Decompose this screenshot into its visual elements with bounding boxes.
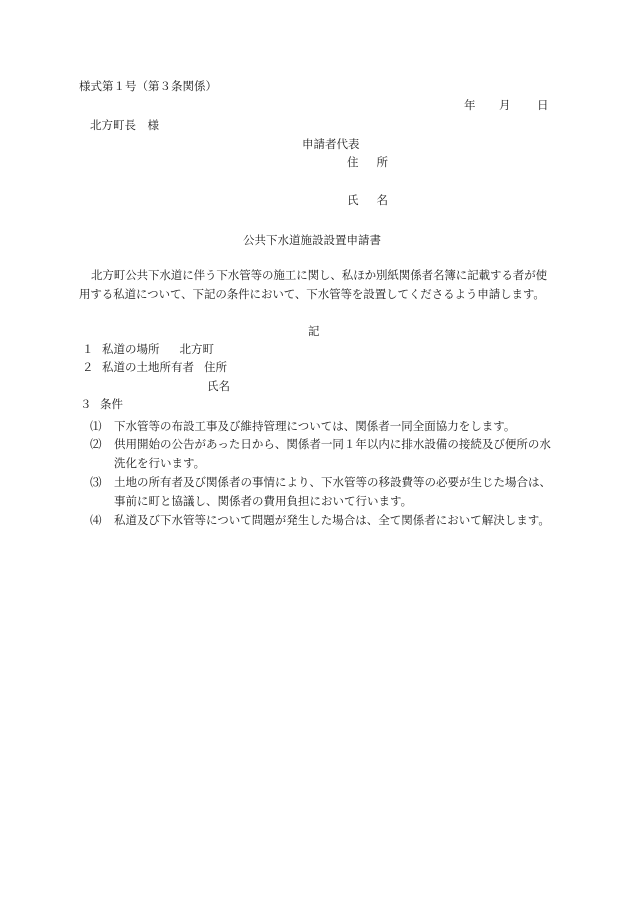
item-value: 北方町 bbox=[179, 342, 214, 356]
date-line bbox=[464, 100, 549, 112]
item-label: 私道の場所 bbox=[102, 342, 160, 356]
condition-3 bbox=[90, 473, 552, 511]
document-title: 公共下水道施設設置申請書 bbox=[243, 233, 381, 247]
form-number: 様式第１号（第３条関係） bbox=[79, 79, 217, 93]
condition-4 bbox=[90, 511, 552, 530]
date-day-label: 日 bbox=[537, 98, 549, 112]
item-label: 条件 bbox=[100, 397, 123, 411]
condition-1 bbox=[90, 417, 552, 436]
applicant-name-label: 氏名 bbox=[347, 193, 406, 207]
application-body-text: 北方町公共下水道に伴う下水管等の施工に関し、私ほか別紙関係者名簿に記載する者が使用する私道について、下記の条件において、下水管等を設置してくださるよう申請します。 bbox=[79, 268, 547, 301]
item-value-address: 住所 bbox=[204, 360, 227, 374]
item-conditions bbox=[80, 399, 123, 411]
applicant-representative-label: 申請者代表 bbox=[302, 137, 360, 151]
condition-number: ⑴ bbox=[90, 419, 102, 433]
item-label: 私道の土地所有者 bbox=[102, 360, 194, 374]
item-number: ３ bbox=[80, 397, 92, 411]
condition-number: ⑷ bbox=[90, 513, 102, 527]
condition-text: 下水管等の布設工事及び維持管理については、関係者一同全面協力をします。 bbox=[114, 419, 516, 433]
condition-number: ⑵ bbox=[90, 437, 102, 451]
date-year-label: 年 bbox=[464, 98, 476, 112]
addressee: 北方町長 様 bbox=[90, 118, 159, 132]
condition-text: 私道及び下水管等について問題が発生した場合は、全て関係者において解決します。 bbox=[114, 513, 550, 527]
date-month-label: 月 bbox=[499, 98, 511, 112]
item-number: ２ bbox=[82, 360, 94, 374]
condition-text: 供用開始の公告があった日から、関係者一同１年以内に排水設備の接続及び便所の水洗化を行います。 bbox=[114, 437, 551, 470]
condition-number: ⑶ bbox=[90, 475, 102, 489]
item-number: １ bbox=[82, 342, 94, 356]
applicant-address-label: 住所 bbox=[347, 155, 406, 169]
item-land-owner bbox=[82, 362, 227, 374]
condition-text: 土地の所有者及び関係者の事情により、下水管等の移設費等の必要が生じた場合は、事前に町と協議し、関係者の費用負担において行います。 bbox=[114, 475, 551, 508]
item-land-owner-name-label: 氏名 bbox=[207, 379, 230, 393]
ki-heading: 記 bbox=[308, 324, 320, 338]
condition-2 bbox=[90, 435, 552, 473]
item-private-road-location bbox=[82, 344, 214, 356]
